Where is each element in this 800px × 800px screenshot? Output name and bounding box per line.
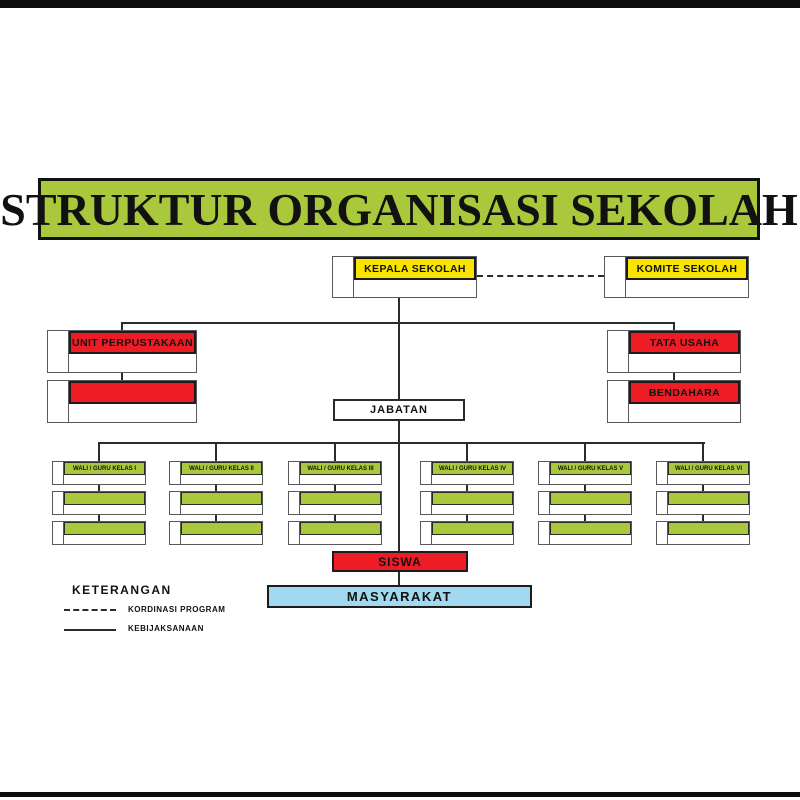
class-bar xyxy=(181,492,262,505)
box-tata-usaha xyxy=(607,330,741,373)
class-box xyxy=(538,491,632,515)
class-bar xyxy=(64,492,145,505)
bottom-border-bar xyxy=(0,792,800,797)
box-tab xyxy=(289,462,300,484)
box-tab xyxy=(539,522,550,544)
legend-solid-line xyxy=(64,629,116,631)
class-column-4 xyxy=(420,461,514,545)
box-tab xyxy=(48,381,69,422)
class-column-2 xyxy=(169,461,263,545)
box-tab xyxy=(605,257,626,297)
box-komite-sekolah xyxy=(604,256,749,298)
page-title: STRUKTUR ORGANISASI SEKOLAH xyxy=(38,178,760,240)
class-bar xyxy=(668,522,749,535)
connector-jabatan-down xyxy=(398,421,400,443)
class-box xyxy=(656,491,750,515)
connector-class-drop-3 xyxy=(334,442,336,461)
unit-perpustakaan-label: UNIT PERPUSTAKAAN xyxy=(69,331,196,354)
box-left-unlabeled xyxy=(47,380,197,423)
legend-dashed-line xyxy=(64,609,116,611)
class-label: WALI / GURU KELAS V xyxy=(550,462,631,475)
box-tab xyxy=(657,522,668,544)
tata-usaha-label: TATA USAHA xyxy=(629,331,740,354)
top-border-bar xyxy=(0,0,800,8)
box-tab xyxy=(657,492,668,514)
class-label: WALI / GURU KELAS III xyxy=(300,462,381,475)
class-column-6 xyxy=(656,461,750,545)
class-column-3 xyxy=(288,461,382,545)
class-box xyxy=(420,491,514,515)
box-siswa: SISWA xyxy=(332,551,468,572)
box-tab xyxy=(53,522,64,544)
class-box xyxy=(288,521,382,545)
box-tab xyxy=(289,492,300,514)
class-label: WALI / GURU KELAS II xyxy=(181,462,262,475)
class-box xyxy=(52,491,146,515)
legend-label-kordinasi: KORDINASI PROGRAM xyxy=(128,605,226,614)
class-box xyxy=(169,491,263,515)
class-box xyxy=(288,491,382,515)
box-tab xyxy=(539,462,550,484)
box-tab xyxy=(289,522,300,544)
box-tab xyxy=(170,492,181,514)
class-column-5 xyxy=(538,461,632,545)
box-tab xyxy=(170,462,181,484)
class-column-1 xyxy=(52,461,146,545)
box-jabatan: JABATAN xyxy=(333,399,465,421)
class-box xyxy=(288,461,382,485)
connector-class-drop-6 xyxy=(702,442,704,461)
connector-class-drop-2 xyxy=(215,442,217,461)
class-label: WALI / GURU KELAS IV xyxy=(432,462,513,475)
kepala-sekolah-label: KEPALA SEKOLAH xyxy=(354,257,476,280)
box-tab xyxy=(539,492,550,514)
class-label: WALI / GURU KELAS VI xyxy=(668,462,749,475)
class-box xyxy=(538,461,632,485)
bendahara-label: BENDAHARA xyxy=(629,381,740,404)
class-label: WALI / GURU KELAS I xyxy=(64,462,145,475)
class-box xyxy=(169,521,263,545)
connector-trunk-top xyxy=(398,298,400,323)
box-bendahara xyxy=(607,380,741,423)
class-box xyxy=(656,521,750,545)
class-bar xyxy=(550,522,631,535)
box-tab xyxy=(170,522,181,544)
class-box xyxy=(420,461,514,485)
box-tab xyxy=(657,462,668,484)
class-bar xyxy=(64,522,145,535)
box-tab xyxy=(608,331,629,372)
class-bar xyxy=(300,522,381,535)
box-tab xyxy=(608,381,629,422)
box-tab xyxy=(53,462,64,484)
class-box xyxy=(52,521,146,545)
box-tab xyxy=(421,462,432,484)
box-kepala-sekolah xyxy=(332,256,477,298)
connector-right-sub xyxy=(673,373,675,380)
box-tab xyxy=(333,257,354,297)
connector-siswa-masyarakat xyxy=(398,572,400,585)
class-bar xyxy=(181,522,262,535)
left-unlabeled-bar xyxy=(69,381,196,404)
connector-trunk-to-jabatan xyxy=(398,322,400,399)
connector-kordinasi-dashed xyxy=(477,275,604,277)
legend-label-kebijaksanaan: KEBIJAKSANAAN xyxy=(128,624,204,633)
class-bar xyxy=(432,522,513,535)
box-tab xyxy=(421,492,432,514)
connector-left-sub xyxy=(121,373,123,380)
class-bar xyxy=(668,492,749,505)
connector-class-drop-4 xyxy=(466,442,468,461)
legend-heading: KETERANGAN xyxy=(72,583,172,597)
class-box xyxy=(52,461,146,485)
box-unit-perpustakaan xyxy=(47,330,197,373)
box-tab xyxy=(48,331,69,372)
class-bar xyxy=(432,492,513,505)
class-box xyxy=(420,521,514,545)
class-bar xyxy=(550,492,631,505)
connector-class-branch xyxy=(99,442,705,444)
class-box xyxy=(538,521,632,545)
class-bar xyxy=(300,492,381,505)
class-box xyxy=(169,461,263,485)
box-masyarakat: MASYARAKAT xyxy=(267,585,532,608)
connector-class-drop-1 xyxy=(98,442,100,461)
box-tab xyxy=(421,522,432,544)
komite-sekolah-label: KOMITE SEKOLAH xyxy=(626,257,748,280)
connector-class-drop-5 xyxy=(584,442,586,461)
box-tab xyxy=(53,492,64,514)
connector-trunk-to-siswa xyxy=(398,443,400,551)
class-box xyxy=(656,461,750,485)
